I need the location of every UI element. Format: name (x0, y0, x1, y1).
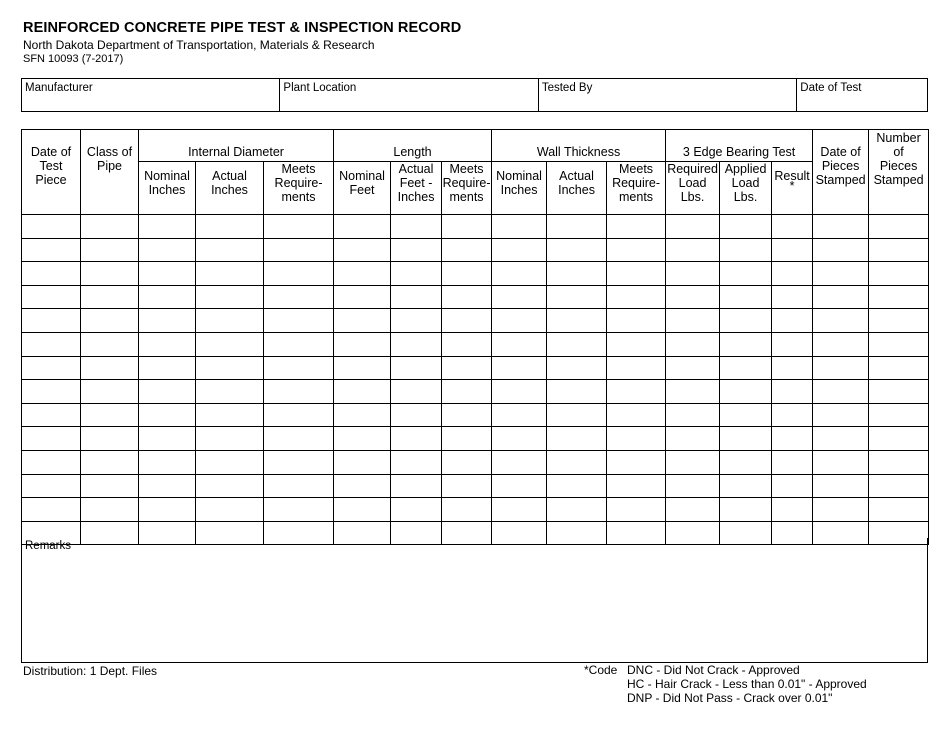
table-cell[interactable] (607, 450, 666, 474)
table-cell[interactable] (264, 238, 334, 262)
id-nominal-header: Nominal Inches (139, 162, 196, 215)
tested-by-field[interactable] (539, 79, 797, 111)
table-cell[interactable] (720, 498, 772, 522)
table-cell[interactable] (391, 450, 442, 474)
table-cell[interactable] (772, 450, 813, 474)
table-cell[interactable] (334, 215, 391, 239)
table-cell[interactable] (813, 356, 869, 380)
manufacturer-label: Manufacturer (25, 82, 93, 94)
wall-nominal-header: Nominal Inches (492, 162, 547, 215)
table-cell[interactable] (869, 309, 929, 333)
table-row (22, 332, 929, 356)
table-cell[interactable] (264, 262, 334, 286)
table-cell[interactable] (442, 380, 492, 404)
table-row (22, 309, 929, 333)
table-cell[interactable] (607, 403, 666, 427)
table-cell[interactable] (813, 498, 869, 522)
table-cell[interactable] (607, 356, 666, 380)
table-cell[interactable] (607, 215, 666, 239)
table-cell[interactable] (264, 285, 334, 309)
code-line: HC - Hair Crack - Less than 0.01" - Approved (627, 677, 867, 691)
table-cell[interactable] (264, 380, 334, 404)
table-cell[interactable] (442, 498, 492, 522)
date-pieces-stamped-header: Date of Pieces Stamped (813, 130, 869, 215)
table-cell[interactable] (196, 498, 264, 522)
table-row (22, 427, 929, 451)
table-cell[interactable] (492, 450, 547, 474)
table-cell[interactable] (334, 309, 391, 333)
table-cell[interactable] (666, 262, 720, 286)
table-cell[interactable] (666, 474, 720, 498)
table-cell[interactable] (334, 427, 391, 451)
table-cell[interactable] (442, 332, 492, 356)
table-cell[interactable] (196, 403, 264, 427)
table-cell[interactable] (81, 427, 139, 451)
number-pieces-stamped-header: Number of Pieces Stamped (869, 130, 929, 215)
table-cell[interactable] (22, 498, 81, 522)
table-cell[interactable] (813, 262, 869, 286)
table-cell[interactable] (607, 380, 666, 404)
form-number: SFN 10093 (7-2017) (23, 53, 124, 65)
table-cell[interactable] (547, 309, 607, 333)
table-cell[interactable] (81, 309, 139, 333)
table-cell[interactable] (334, 356, 391, 380)
table-cell[interactable] (813, 309, 869, 333)
table-cell[interactable] (334, 498, 391, 522)
table-cell[interactable] (813, 238, 869, 262)
applied-load-header: Applied Load Lbs. (720, 162, 772, 215)
table-cell[interactable] (81, 498, 139, 522)
table-cell[interactable] (391, 238, 442, 262)
table-cell[interactable] (869, 498, 929, 522)
length-header: Length (334, 130, 492, 162)
code-legend (584, 663, 867, 705)
table-cell[interactable] (720, 380, 772, 404)
table-cell[interactable] (334, 450, 391, 474)
length-meets-header: Meets Require- ments (442, 162, 492, 215)
plant-location-label: Plant Location (283, 82, 357, 94)
table-cell[interactable] (666, 285, 720, 309)
table-cell[interactable] (607, 474, 666, 498)
table-cell[interactable] (869, 332, 929, 356)
table-cell[interactable] (772, 474, 813, 498)
table-cell[interactable] (264, 215, 334, 239)
table-cell[interactable] (720, 238, 772, 262)
table-cell[interactable] (334, 380, 391, 404)
table-cell[interactable] (22, 380, 81, 404)
table-cell[interactable] (869, 285, 929, 309)
table-row (22, 262, 929, 286)
table-cell[interactable] (442, 450, 492, 474)
table-cell[interactable] (813, 285, 869, 309)
table-row (22, 285, 929, 309)
table-cell[interactable] (772, 309, 813, 333)
table-cell[interactable] (607, 238, 666, 262)
table-cell[interactable] (391, 215, 442, 239)
table-cell[interactable] (442, 262, 492, 286)
table-row (22, 450, 929, 474)
remarks-field[interactable] (21, 538, 928, 663)
table-cell[interactable] (492, 285, 547, 309)
table-cell[interactable] (492, 238, 547, 262)
code-line: DNP - Did Not Pass - Crack over 0.01" (627, 691, 833, 705)
table-cell[interactable] (547, 285, 607, 309)
form-title: REINFORCED CONCRETE PIPE TEST & INSPECTION RECORD (23, 20, 462, 36)
table-cell[interactable] (196, 309, 264, 333)
table-cell[interactable] (666, 356, 720, 380)
table-cell[interactable] (720, 427, 772, 451)
table-cell[interactable] (264, 498, 334, 522)
table-row (22, 380, 929, 404)
distribution-note: Distribution: 1 Dept. Files (23, 664, 158, 678)
table-cell[interactable] (264, 450, 334, 474)
table-cell[interactable] (442, 215, 492, 239)
table-cell[interactable] (196, 238, 264, 262)
table-cell[interactable] (772, 332, 813, 356)
table-cell[interactable] (22, 309, 81, 333)
date-of-test-piece-header: Date of Test Piece (22, 130, 81, 215)
length-actual-header: Actual Feet - Inches (391, 162, 442, 215)
table-cell[interactable] (22, 403, 81, 427)
table-cell[interactable] (720, 215, 772, 239)
table-cell[interactable] (666, 380, 720, 404)
table-cell[interactable] (81, 474, 139, 498)
table-cell[interactable] (81, 262, 139, 286)
length-nominal-header: Nominal Feet (334, 162, 391, 215)
table-cell[interactable] (391, 427, 442, 451)
table-cell[interactable] (869, 474, 929, 498)
table-cell[interactable] (442, 309, 492, 333)
table-cell[interactable] (196, 332, 264, 356)
table-cell[interactable] (547, 380, 607, 404)
table-cell[interactable] (666, 309, 720, 333)
table-cell[interactable] (720, 356, 772, 380)
table-cell[interactable] (869, 262, 929, 286)
wall-actual-header: Actual Inches (547, 162, 607, 215)
table-cell[interactable] (22, 332, 81, 356)
table-cell[interactable] (720, 474, 772, 498)
table-cell[interactable] (813, 380, 869, 404)
table-cell[interactable] (139, 380, 196, 404)
table-cell[interactable] (264, 403, 334, 427)
table-cell[interactable] (391, 403, 442, 427)
table-cell[interactable] (869, 356, 929, 380)
table-cell[interactable] (813, 450, 869, 474)
table-cell[interactable] (720, 450, 772, 474)
table-cell[interactable] (492, 427, 547, 451)
id-actual-header: Actual Inches (196, 162, 264, 215)
table-cell[interactable] (139, 332, 196, 356)
id-meets-header: Meets Require- ments (264, 162, 334, 215)
table-cell[interactable] (22, 285, 81, 309)
table-cell[interactable] (334, 285, 391, 309)
table-cell[interactable] (720, 403, 772, 427)
code-label: *Code (584, 663, 618, 677)
table-cell[interactable] (442, 403, 492, 427)
table-cell[interactable] (139, 262, 196, 286)
table-cell[interactable] (666, 403, 720, 427)
table-cell[interactable] (772, 356, 813, 380)
table-cell[interactable] (547, 427, 607, 451)
table-cell[interactable] (264, 356, 334, 380)
table-cell[interactable] (442, 285, 492, 309)
table-cell[interactable] (547, 332, 607, 356)
table-cell[interactable] (391, 356, 442, 380)
table-cell[interactable] (139, 427, 196, 451)
remarks-label: Remarks (25, 540, 72, 552)
date-of-test-field[interactable] (797, 79, 927, 111)
table-cell[interactable] (264, 309, 334, 333)
inspection-table (21, 129, 929, 545)
table-cell[interactable] (607, 332, 666, 356)
table-cell[interactable] (547, 450, 607, 474)
table-cell[interactable] (772, 427, 813, 451)
table-cell[interactable] (813, 474, 869, 498)
table-cell[interactable] (492, 403, 547, 427)
table-cell[interactable] (391, 498, 442, 522)
table-cell[interactable] (813, 403, 869, 427)
table-cell[interactable] (139, 403, 196, 427)
table-cell[interactable] (869, 215, 929, 239)
table-cell[interactable] (264, 332, 334, 356)
table-cell[interactable] (442, 238, 492, 262)
table-cell[interactable] (492, 356, 547, 380)
table-cell[interactable] (196, 215, 264, 239)
table-cell[interactable] (813, 427, 869, 451)
table-row (22, 474, 929, 498)
table-cell[interactable] (264, 427, 334, 451)
table-cell[interactable] (81, 380, 139, 404)
table-row (22, 356, 929, 380)
table-cell[interactable] (492, 215, 547, 239)
table-cell[interactable] (772, 262, 813, 286)
table-cell[interactable] (139, 498, 196, 522)
table-cell[interactable] (139, 450, 196, 474)
table-cell[interactable] (81, 356, 139, 380)
table-cell[interactable] (492, 380, 547, 404)
table-cell[interactable] (547, 238, 607, 262)
table-cell[interactable] (81, 238, 139, 262)
table-row (22, 498, 929, 522)
table-cell[interactable] (772, 285, 813, 309)
table-cell[interactable] (334, 262, 391, 286)
table-cell[interactable] (666, 427, 720, 451)
table-cell[interactable] (547, 262, 607, 286)
table-cell[interactable] (666, 450, 720, 474)
tested-by-label: Tested By (541, 82, 593, 94)
table-cell[interactable] (492, 332, 547, 356)
table-cell[interactable] (720, 262, 772, 286)
table-cell[interactable] (772, 403, 813, 427)
table-cell[interactable] (772, 215, 813, 239)
table-cell[interactable] (139, 309, 196, 333)
table-cell[interactable] (22, 427, 81, 451)
table-cell[interactable] (196, 474, 264, 498)
table-cell[interactable] (196, 427, 264, 451)
table-cell[interactable] (196, 262, 264, 286)
table-cell[interactable] (772, 380, 813, 404)
table-cell[interactable] (666, 238, 720, 262)
table-body (22, 215, 929, 545)
table-cell[interactable] (196, 380, 264, 404)
header-fields (21, 78, 928, 112)
table-cell[interactable] (869, 450, 929, 474)
table-cell[interactable] (772, 498, 813, 522)
table-cell[interactable] (334, 238, 391, 262)
table-row (22, 403, 929, 427)
edge-bearing-header: 3 Edge Bearing Test (666, 130, 813, 162)
table-cell[interactable] (139, 238, 196, 262)
wall-thickness-header: Wall Thickness (492, 130, 666, 162)
table-cell[interactable] (607, 262, 666, 286)
table-cell[interactable] (607, 427, 666, 451)
table-cell[interactable] (81, 403, 139, 427)
table-cell[interactable] (81, 332, 139, 356)
table-cell[interactable] (547, 498, 607, 522)
table-cell[interactable] (139, 474, 196, 498)
table-cell[interactable] (492, 474, 547, 498)
table-cell[interactable] (22, 238, 81, 262)
table-cell[interactable] (442, 474, 492, 498)
table-cell[interactable] (22, 356, 81, 380)
table-cell[interactable] (391, 262, 442, 286)
table-cell[interactable] (81, 285, 139, 309)
table-cell[interactable] (666, 332, 720, 356)
table-cell[interactable] (492, 498, 547, 522)
table-cell[interactable] (22, 215, 81, 239)
table-cell[interactable] (334, 403, 391, 427)
table-cell[interactable] (391, 380, 442, 404)
table-cell[interactable] (81, 450, 139, 474)
table-cell[interactable] (813, 215, 869, 239)
table-cell[interactable] (547, 403, 607, 427)
table-cell[interactable] (869, 403, 929, 427)
table-cell[interactable] (442, 356, 492, 380)
internal-diameter-header: Internal Diameter (139, 130, 334, 162)
table-cell[interactable] (869, 427, 929, 451)
wall-meets-header: Meets Require- ments (607, 162, 666, 215)
required-load-header: Required Load Lbs. (666, 162, 720, 215)
table-cell[interactable] (607, 498, 666, 522)
table-cell[interactable] (813, 332, 869, 356)
table-cell[interactable] (22, 450, 81, 474)
table-cell[interactable] (196, 356, 264, 380)
form-subtitle: North Dakota Department of Transportation, Materials & Research (23, 38, 375, 52)
table-cell[interactable] (264, 474, 334, 498)
table-cell[interactable] (869, 238, 929, 262)
table-cell[interactable] (391, 285, 442, 309)
manufacturer-field[interactable] (22, 79, 280, 111)
class-of-pipe-header: Class of Pipe (81, 130, 139, 215)
table-cell[interactable] (391, 309, 442, 333)
table-cell[interactable] (547, 356, 607, 380)
table-cell[interactable] (22, 474, 81, 498)
date-of-test-label: Date of Test (800, 82, 862, 94)
table-cell[interactable] (772, 238, 813, 262)
table-row (22, 238, 929, 262)
table-cell[interactable] (666, 498, 720, 522)
table-cell[interactable] (869, 380, 929, 404)
table-cell[interactable] (547, 215, 607, 239)
table-cell[interactable] (139, 356, 196, 380)
table-cell[interactable] (391, 474, 442, 498)
table-row (22, 215, 929, 239)
plant-location-field[interactable] (280, 79, 538, 111)
table-cell[interactable] (139, 215, 196, 239)
table-cell[interactable] (547, 474, 607, 498)
table-cell[interactable] (196, 285, 264, 309)
table-cell[interactable] (720, 309, 772, 333)
table-cell[interactable] (139, 285, 196, 309)
table-cell[interactable] (81, 215, 139, 239)
table-cell[interactable] (22, 262, 81, 286)
table-cell[interactable] (492, 309, 547, 333)
code-line: DNC - Did Not Crack - Approved (627, 663, 800, 677)
table-cell[interactable] (334, 474, 391, 498)
table-cell[interactable] (720, 285, 772, 309)
table-cell[interactable] (607, 309, 666, 333)
table-cell[interactable] (334, 332, 391, 356)
table-cell[interactable] (442, 427, 492, 451)
table-cell[interactable] (391, 332, 442, 356)
table-cell[interactable] (492, 262, 547, 286)
table-cell[interactable] (720, 332, 772, 356)
table-cell[interactable] (666, 215, 720, 239)
table-cell[interactable] (607, 285, 666, 309)
table-cell[interactable] (196, 450, 264, 474)
result-header: Result * (772, 162, 813, 215)
